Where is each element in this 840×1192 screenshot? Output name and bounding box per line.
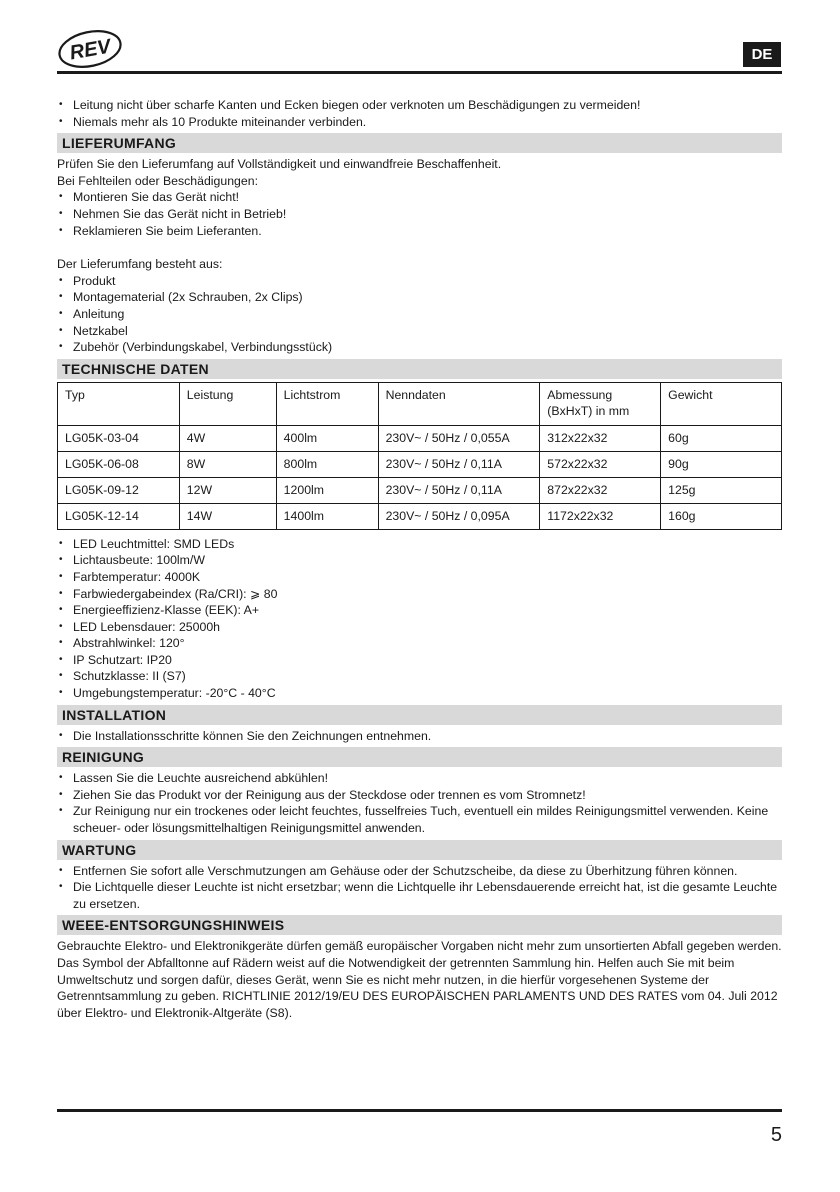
- bullet-list: [57, 863, 782, 913]
- list-item: • Netzkabel: [57, 323, 782, 340]
- table-cell: 230V~ / 50Hz / 0,095A: [378, 503, 540, 529]
- bullet-list: [57, 273, 782, 356]
- bullet-list: [57, 728, 782, 745]
- table-cell: LG05K-09-12: [58, 477, 180, 503]
- table-cell: 872x22x32: [540, 477, 661, 503]
- section-heading-lieferumfang: LIEFERUMFANG: [57, 133, 782, 153]
- table-row: [58, 503, 782, 529]
- list-item: • Leitung nicht über scharfe Kanten und Ecken biegen oder verknoten um Beschädigungen zu vermeiden!: [57, 97, 782, 114]
- table-cell: 8W: [179, 451, 276, 477]
- table-cell: 572x22x32: [540, 451, 661, 477]
- table-cell: 160g: [661, 503, 782, 529]
- list-item: • Reklamieren Sie beim Lieferanten.: [57, 223, 782, 240]
- list-item: • LED Lebensdauer: 25000h: [57, 619, 782, 636]
- list-item: • Die Installationsschritte können Sie den Zeichnungen entnehmen.: [57, 728, 782, 745]
- rev-logo: [57, 30, 123, 68]
- list-item: • Lichtausbeute: 100lm/W: [57, 552, 782, 569]
- table-cell: 60g: [661, 425, 782, 451]
- table-cell: LG05K-06-08: [58, 451, 180, 477]
- table-cell: LG05K-12-14: [58, 503, 180, 529]
- table-cell: 125g: [661, 477, 782, 503]
- column-header: Nenndaten: [378, 382, 540, 425]
- list-item: • Energieeffizienz-Klasse (EEK): A+: [57, 602, 782, 619]
- table-cell: 230V~ / 50Hz / 0,11A: [378, 451, 540, 477]
- list-item: • Zur Reinigung nur ein trockenes oder leicht feuchtes, fusselfreies Tuch, eventuell ein mildes Reinigungsmittel verwenden. Keine scheuer- oder lösungsmittelhaltigen Reinigungsmittel anwenden.: [57, 803, 782, 836]
- table-cell: 14W: [179, 503, 276, 529]
- table-header-row: [58, 382, 782, 425]
- list-item: • Produkt: [57, 273, 782, 290]
- list-item: • Abstrahlwinkel: 120°: [57, 635, 782, 652]
- list-item: • Die Lichtquelle dieser Leuchte ist nicht ersetzbar; wenn die Lichtquelle ihr Lebensdauerende erreicht hat, ist die gesamte Leuchte zu ersetzen.: [57, 879, 782, 912]
- list-item: • Montagematerial (2x Schrauben, 2x Clips): [57, 289, 782, 306]
- paragraph: Bei Fehlteilen oder Beschädigungen:: [57, 173, 258, 188]
- list-item: • Farbtemperatur: 4000K: [57, 569, 782, 586]
- page-number: 5: [770, 1124, 782, 1146]
- list-item: • Lassen Sie die Leuchte ausreichend abkühlen!: [57, 770, 782, 787]
- content: [57, 97, 782, 1021]
- list-item: • Niemals mehr als 10 Produkte miteinander verbinden.: [57, 114, 782, 131]
- list-item: • Schutzklasse: II (S7): [57, 668, 782, 685]
- table-cell: 800lm: [276, 451, 378, 477]
- footer-rule: [57, 1109, 782, 1112]
- list-item: • IP Schutzart: IP20: [57, 652, 782, 669]
- column-header: Lichtstrom: [276, 382, 378, 425]
- table-row: [58, 425, 782, 451]
- intro-bullet-list: [57, 97, 782, 130]
- section-heading-installation: INSTALLATION: [57, 705, 782, 725]
- svg-text:REV: REV: [68, 35, 113, 65]
- column-header: Typ: [58, 382, 180, 425]
- weee-paragraph: Gebrauchte Elektro- und Elektronikgeräte dürfen gemäß europäischer Vorgaben nicht mehr zum unsortierten Abfall gegeben werden. Das Symbol der Abfalltonne auf Rädern weist auf die Notwendigkeit der getrennten Sammlung hin. Helfen auch Sie mit beim Umweltschutz und sorgen dafür, dieses Gerät, wenn Sie es nicht mehr nutzen, in die hierfür vorgesehenen Systeme der Getrenntsammlung zu geben. RICHTLINIE 2012/19/EU DES EUROPÄISCHEN PARLAMENTS UND DES RATES vom 04. Juli 2012 über Elektro- und Elektronik-Altgeräte (S8).: [57, 939, 782, 1020]
- table-row: [58, 451, 782, 477]
- list-item: • Nehmen Sie das Gerät nicht in Betrieb!: [57, 206, 782, 223]
- section-heading-technische-daten: TECHNISCHE DATEN: [57, 359, 782, 379]
- table-row: [58, 477, 782, 503]
- list-item: • Montieren Sie das Gerät nicht!: [57, 189, 782, 206]
- table-cell: LG05K-03-04: [58, 425, 180, 451]
- list-item: • Anleitung: [57, 306, 782, 323]
- table-cell: 90g: [661, 451, 782, 477]
- tech-table: [57, 382, 782, 530]
- list-item: • Umgebungstemperatur: -20°C - 40°C: [57, 685, 782, 702]
- spacer: [57, 239, 782, 256]
- column-header: Leistung: [179, 382, 276, 425]
- section-heading-weee: WEEE-ENTSORGUNGSHINWEIS: [57, 915, 782, 935]
- list-item: • Farbwiedergabeindex (Ra/CRI): ⩾ 80: [57, 586, 782, 603]
- table-cell: 4W: [179, 425, 276, 451]
- paragraph: Prüfen Sie den Lieferumfang auf Vollständigkeit und einwandfreie Beschaffenheit.: [57, 157, 502, 172]
- column-header: Gewicht: [661, 382, 782, 425]
- table-cell: 312x22x32: [540, 425, 661, 451]
- section-heading-wartung: WARTUNG: [57, 840, 782, 860]
- table-cell: 1200lm: [276, 477, 378, 503]
- list-item: • Zubehör (Verbindungskabel, Verbindungsstück): [57, 339, 782, 356]
- list-item: • Ziehen Sie das Produkt vor der Reinigung aus der Steckdose oder trennen es vom Stromnetz!: [57, 787, 782, 804]
- header-rule: [57, 71, 782, 74]
- bullet-list: [57, 770, 782, 836]
- bullet-list: [57, 189, 782, 239]
- list-item: • LED Leuchtmittel: SMD LEDs: [57, 536, 782, 553]
- table-cell: 1400lm: [276, 503, 378, 529]
- language-badge: DE: [743, 42, 781, 67]
- spec-bullet-list: [57, 536, 782, 702]
- table-cell: 1172x22x32: [540, 503, 661, 529]
- column-header: Abmessung (BxHxT) in mm: [540, 382, 661, 425]
- table-cell: 12W: [179, 477, 276, 503]
- table-cell: 230V~ / 50Hz / 0,11A: [378, 477, 540, 503]
- list-item: • Entfernen Sie sofort alle Verschmutzungen am Gehäuse oder der Schutzscheibe, da diese zu Überhitzung führen können.: [57, 863, 782, 880]
- paragraph: Der Lieferumfang besteht aus:: [57, 257, 223, 272]
- table-cell: 400lm: [276, 425, 378, 451]
- section-heading-reinigung: REINIGUNG: [57, 747, 782, 767]
- table-cell: 230V~ / 50Hz / 0,055A: [378, 425, 540, 451]
